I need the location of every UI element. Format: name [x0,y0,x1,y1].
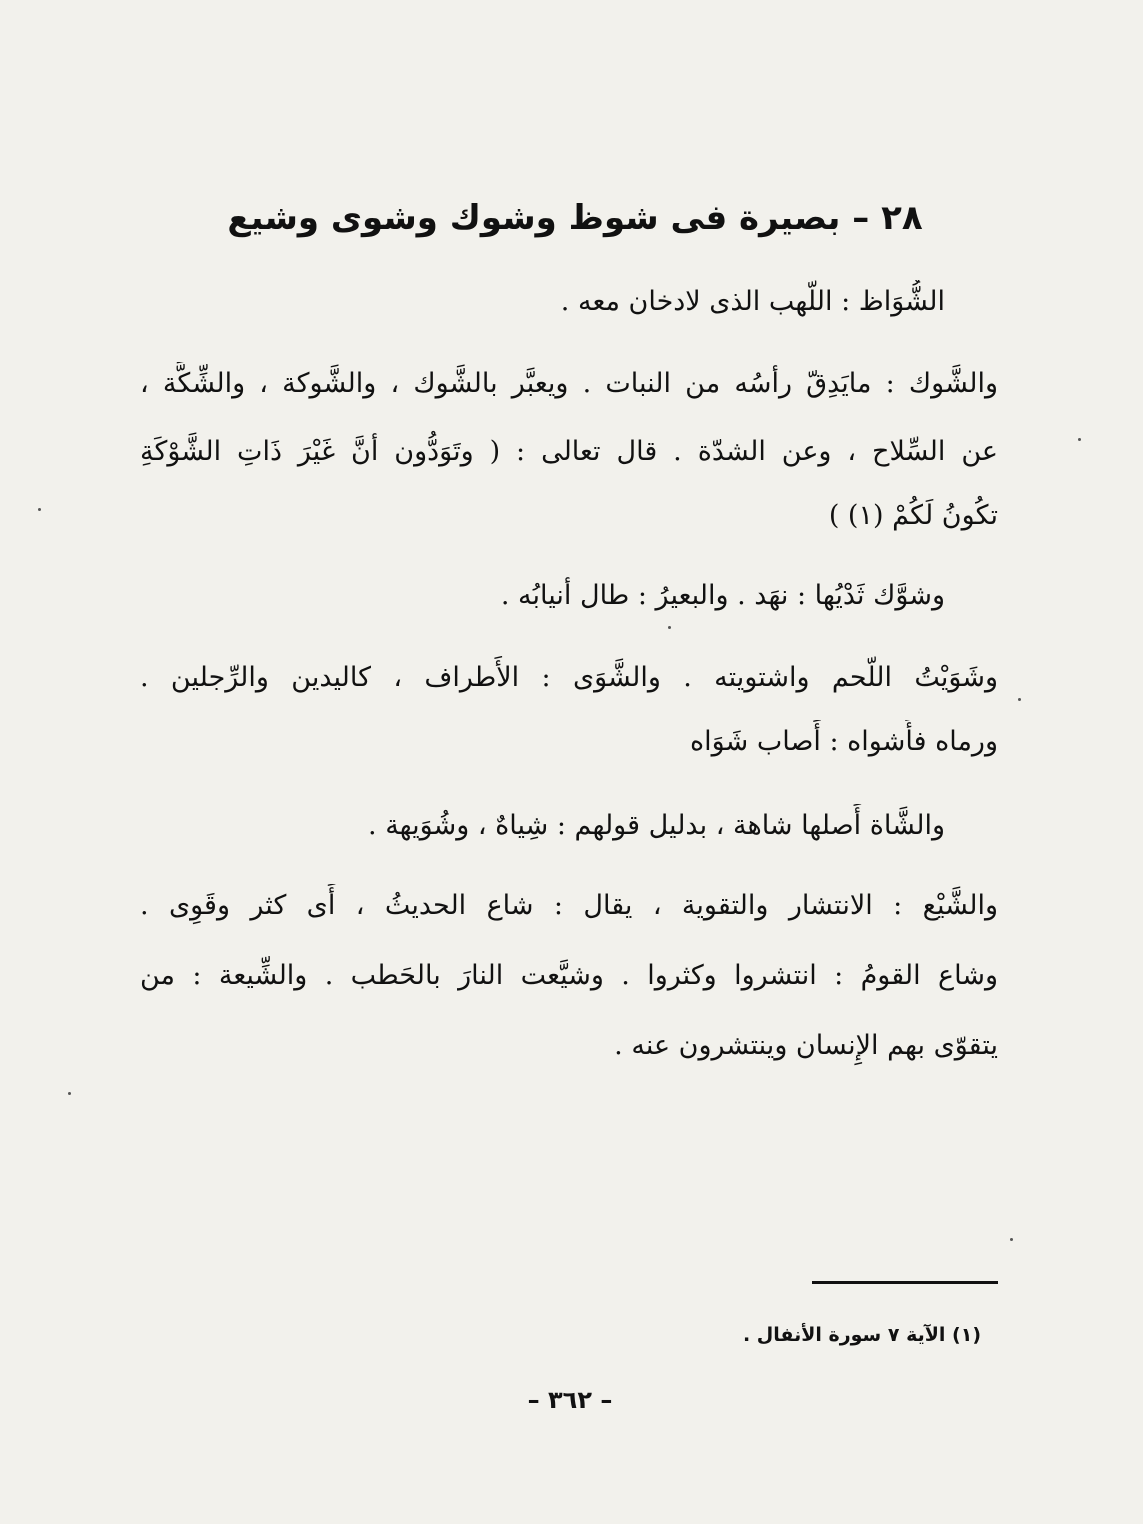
footnote-separator [812,1281,998,1284]
page-number: – ٣٦٢ – [527,1386,613,1414]
text-line-4: تكُونُ لَكُمْ (١) ) [828,500,998,531]
scan-speck [668,626,671,629]
text-line-3: عن السِّلاح ، وعن الشدّة . قال تعالى : ( وتَوَدُّون أنَّ غَيْرَ ذَاتِ الشَّوْكَةِ [140,436,998,467]
text-line-7: ورماه فأَشواه : أَصاب شَوَاه [690,726,998,757]
text-line-11: يتقوّى بهم الإِنسان وينتشرون عنه . [614,1030,998,1061]
footnote: (١) الآية ٧ سورة الأنفال . [742,1324,981,1346]
text-line-10: وشاع القومُ : انتشروا وكثروا . وشيَّعت النارَ بالحَطب . والشِّيعة : من [140,960,998,991]
scan-speck [38,508,41,511]
text-line-6: وشَوَيْتُ اللَّحم واشتويته . والشَّوَى : الأَطراف ، كاليدين والرِّجلين . [140,662,998,693]
text-line-8: والشَّاة أَصلها شاهة ، بدليل قولهم : شِياهٌ ، وشُوَيهة . [368,810,945,841]
scan-speck [1018,698,1021,701]
scan-speck [1010,1238,1013,1241]
text-line-9: والشَّيْع : الانتشار والتقوية ، يقال : شاع الحديثُ ، أَى كثر وقَوِى . [140,890,998,921]
text-line-5: وشوَّك ثَدْيُها : نهَد . والبعيرُ : طال أنيابُه . [500,580,945,611]
scan-speck [68,1092,71,1095]
text-line-2: والشَّوك : مايَدِقّ رأسُه من النبات . ويعبَّر بالشَّوك ، والشَّوكة ، والشِّكَّة ، [140,368,998,399]
scan-speck [1078,438,1081,441]
text-line-1: الشُّوَاظ : اللَّهب الذى لادخان معه . [560,286,945,317]
section-title: ٢٨ – بصيرة فى شوظ وشوك وشوى وشيع [227,198,923,238]
